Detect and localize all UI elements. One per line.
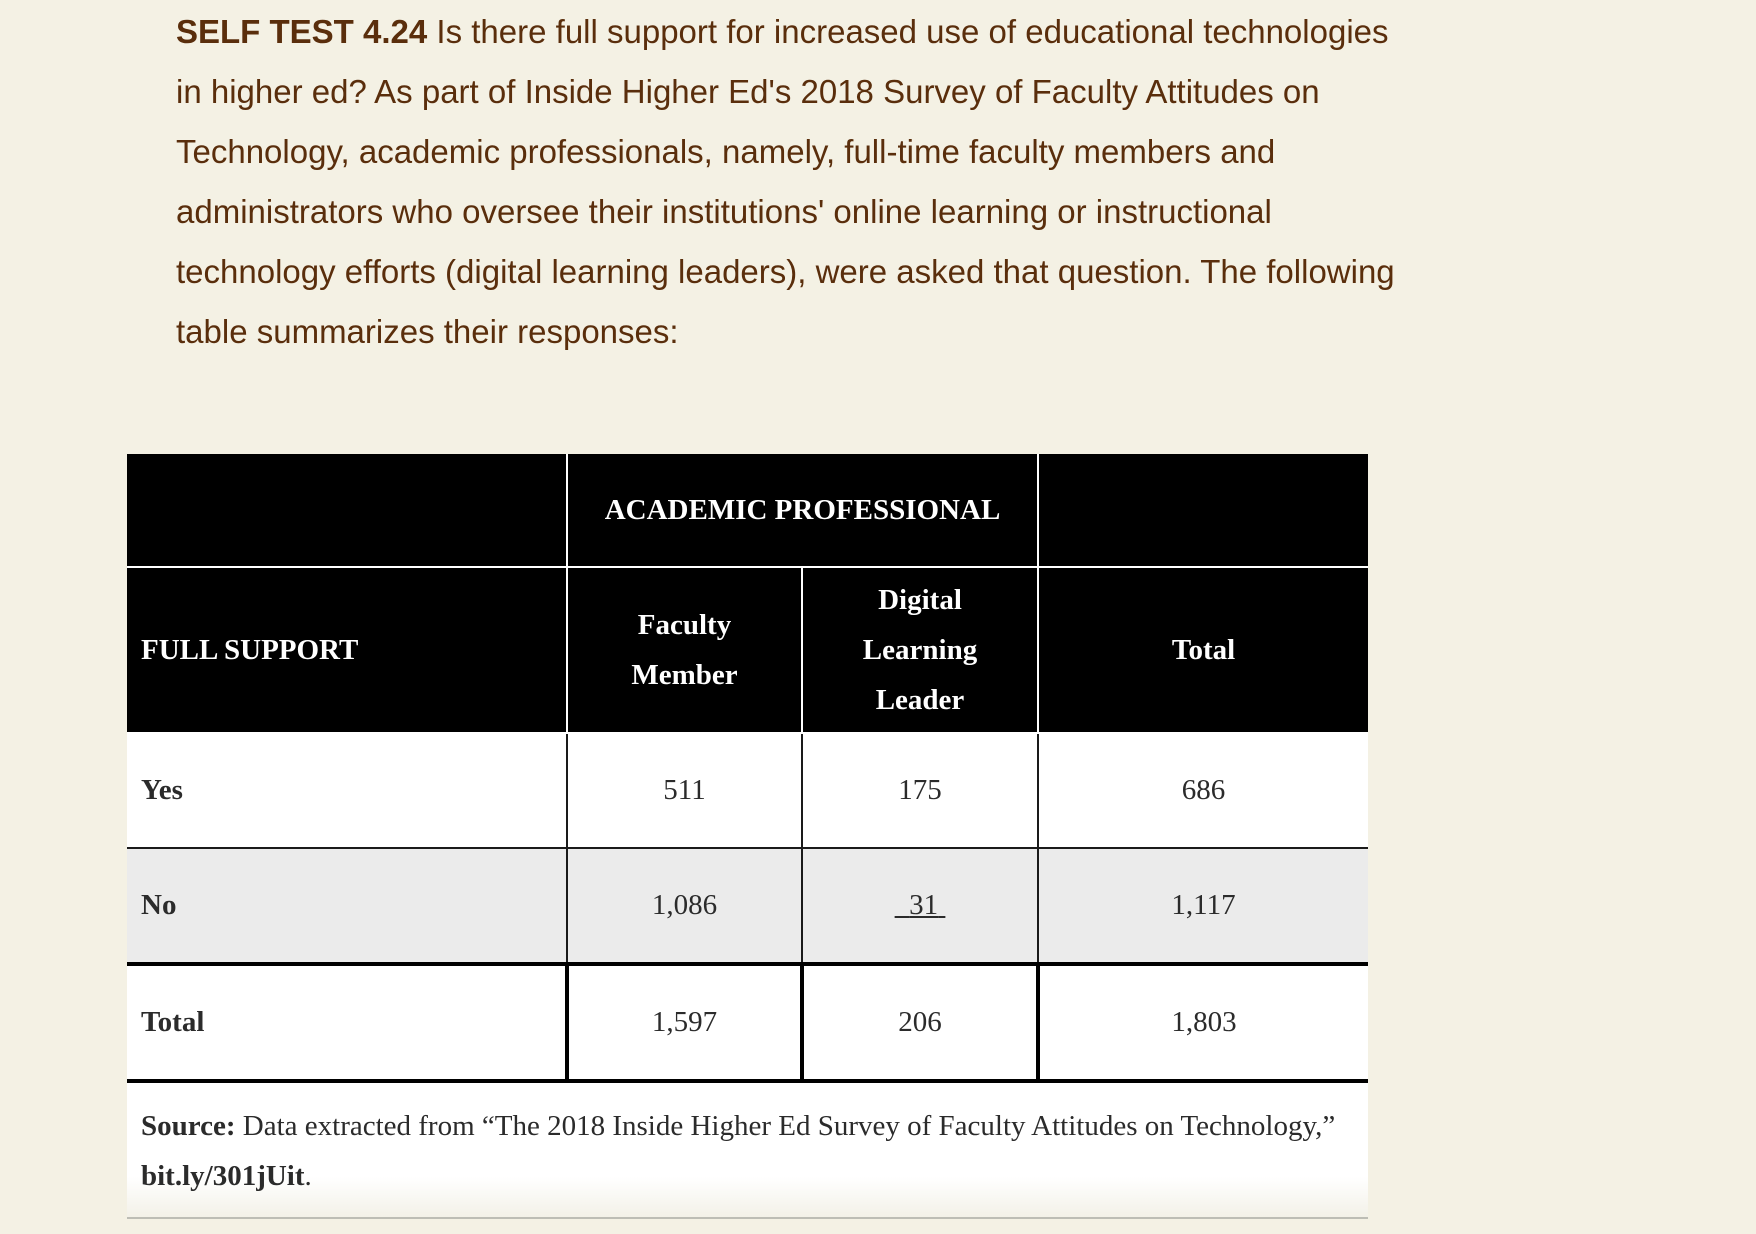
problem-label: SELF TEST 4.24 — [176, 13, 428, 50]
source-text: Data extracted from “The 2018 Inside Higher Ed Survey of Faculty Attitudes on Technology,” — [242, 1110, 1336, 1142]
row-label: Yes — [127, 733, 567, 848]
source-end: . — [304, 1160, 312, 1192]
cell-total: 1,803 — [1038, 964, 1368, 1081]
source-link[interactable]: bit.ly/301jUit — [141, 1160, 305, 1192]
cell-total: 686 — [1038, 733, 1368, 848]
cell-digital: 206 — [802, 964, 1038, 1081]
table-row — [127, 733, 1368, 848]
cell-faculty: 511 — [567, 733, 802, 848]
col-header-digital-text: Digital Learning Leader — [862, 584, 978, 716]
table-row — [127, 964, 1368, 1081]
header-empty-left — [127, 454, 567, 567]
source-label: Source: — [141, 1110, 236, 1142]
cell-faculty: 1,086 — [567, 848, 802, 964]
col-header-faculty — [567, 567, 802, 733]
table-header-row-columns — [127, 567, 1368, 733]
row-label: No — [127, 848, 567, 964]
group-header: ACADEMIC PROFESSIONAL — [567, 454, 1038, 567]
table-header-row-group — [127, 454, 1368, 567]
source-note — [127, 1083, 1368, 1219]
col-header-total: Total — [1038, 567, 1368, 733]
col-header-faculty-text: Faculty Member — [631, 609, 738, 691]
problem-statement — [176, 2, 1416, 362]
table — [127, 454, 1368, 1083]
cell-faculty: 1,597 — [567, 964, 802, 1081]
cell-digital-value — [895, 889, 946, 921]
row-label: Total — [127, 964, 567, 1081]
col-header-digital — [802, 567, 1038, 733]
contingency-table — [127, 454, 1368, 1219]
header-empty-right — [1038, 454, 1368, 567]
table-row — [127, 848, 1368, 964]
row-header: FULL SUPPORT — [127, 567, 567, 733]
cell-total: 1,117 — [1038, 848, 1368, 964]
cell-digital — [802, 848, 1038, 964]
cell-digital: 175 — [802, 733, 1038, 848]
cell-digital-number: 31 — [909, 889, 939, 921]
problem-text: Is there full support for increased use of educational technologies in higher ed? As part of Inside Higher Ed's 2018 Survey of Faculty Attitudes on Technology, academic professionals, namely, full-time faculty members and administrators who oversee their institutions' online learning or instructional technology efforts (digital learning leaders), were asked that question. The following table summarizes their responses: — [176, 13, 1395, 350]
